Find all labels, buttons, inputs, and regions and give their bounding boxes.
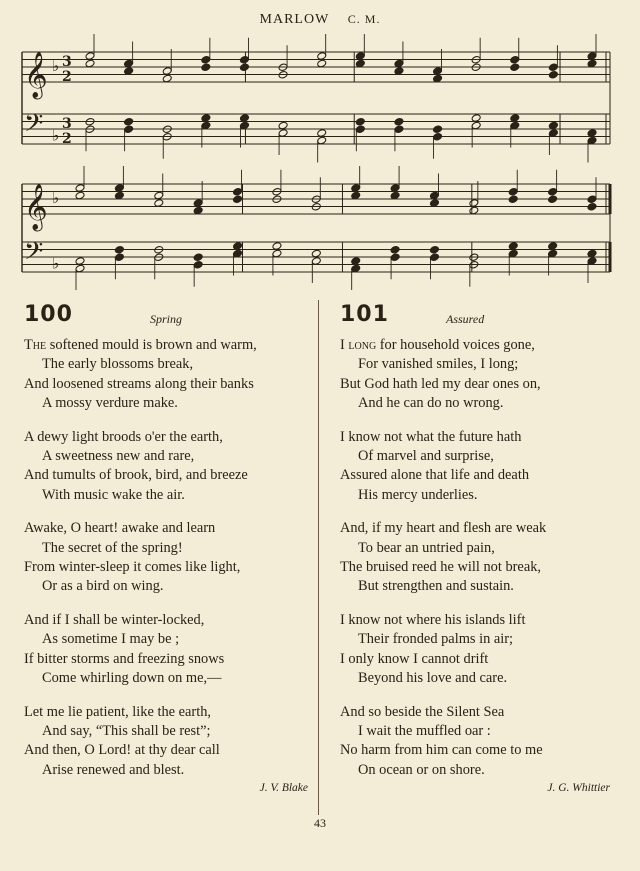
verse-line	[340, 336, 616, 355]
time-signature-bottom: 2	[62, 131, 72, 147]
note-head	[193, 199, 203, 208]
note-head	[317, 129, 327, 138]
note-head	[355, 125, 365, 134]
note-head	[162, 74, 172, 83]
verse-line: And say, “This shall be rest”;	[42, 722, 211, 739]
note-head	[317, 59, 327, 68]
note-head	[355, 59, 365, 68]
verse-line: His mercy underlies.	[358, 486, 478, 503]
note-head	[390, 245, 400, 254]
note-head	[390, 191, 400, 200]
stanza	[340, 336, 616, 414]
note-head	[508, 195, 518, 204]
verse-line: Awake, O heart! awake and learn	[24, 520, 216, 537]
verse-line: Let me lie patient, like the earth,	[24, 703, 212, 720]
verse-line: A dewy light broods o'er the earth,	[24, 428, 223, 445]
note-head	[587, 52, 597, 61]
verse-line: The bruised reed he will not break,	[340, 559, 541, 576]
note-head	[548, 129, 558, 138]
note-head	[548, 195, 558, 204]
note-head	[433, 67, 443, 76]
note-head	[193, 206, 203, 215]
verse-line: For vanished smiles, I long;	[358, 356, 519, 373]
note-head	[429, 191, 439, 200]
note-head	[233, 242, 243, 251]
note-head	[433, 132, 443, 141]
note-head	[239, 114, 249, 123]
verse-line: The early blossoms break,	[42, 356, 194, 373]
note-head	[317, 52, 327, 61]
hymn-title: Assured	[446, 312, 485, 326]
note-head	[351, 264, 361, 273]
verse-line: And then, O Lord! at thy dear call	[24, 742, 220, 759]
note-head	[193, 260, 203, 269]
stanza	[340, 519, 616, 597]
bass-clef-icon: 𝄢	[24, 237, 44, 272]
note-head	[587, 136, 597, 145]
verse-line: And if I shall be winter-locked,	[24, 611, 205, 628]
note-head	[351, 257, 361, 266]
note-head	[510, 114, 520, 123]
note-head	[471, 114, 481, 123]
note-head	[201, 63, 211, 72]
verse-line: And he can do no wrong.	[358, 395, 504, 412]
note-head	[124, 67, 134, 76]
note-head	[201, 114, 211, 123]
page-number: 43	[314, 816, 326, 830]
note-head	[162, 67, 172, 76]
verse-line: The secret of the spring!	[42, 539, 183, 556]
flat-icon: ♭	[52, 57, 60, 75]
time-signature-top: 3	[62, 116, 72, 132]
stanza	[24, 336, 314, 414]
first-word: I long	[340, 337, 377, 353]
note-head	[114, 253, 124, 262]
note-head	[233, 195, 243, 204]
verse-line: But strengthen and sustain.	[358, 578, 514, 595]
hymn-title: Spring	[150, 312, 183, 326]
tune-name: MARLOW	[259, 12, 330, 27]
music-score	[0, 0, 640, 290]
note-head	[548, 187, 558, 196]
verse-line: And so beside the Silent Sea	[340, 703, 505, 720]
note-head	[508, 187, 518, 196]
hymn-text	[24, 336, 314, 780]
verse-line: A sweetness new and rare,	[42, 448, 195, 465]
note-head	[355, 52, 365, 61]
column-divider	[318, 300, 319, 815]
stanza	[340, 611, 616, 689]
note-head	[390, 184, 400, 193]
note-head	[548, 121, 558, 130]
verse-line: But God hath led my dear ones on,	[340, 375, 541, 392]
note-head	[317, 136, 327, 145]
note-head	[469, 206, 479, 215]
note-head	[510, 63, 520, 72]
note-head	[114, 184, 124, 193]
treble-clef-icon: 𝄞	[24, 184, 48, 230]
stanza	[24, 428, 314, 506]
stanza	[24, 519, 314, 597]
note-head	[469, 199, 479, 208]
note-head	[201, 55, 211, 64]
note-head	[548, 70, 558, 79]
verse-line: Of marvel and surprise,	[358, 448, 494, 465]
note-head	[548, 63, 558, 72]
note-head	[154, 191, 164, 200]
note-head	[233, 249, 243, 258]
note-head	[233, 187, 243, 196]
note-head	[124, 117, 134, 126]
note-head	[201, 121, 211, 130]
time-signature-bottom: 2	[62, 69, 72, 85]
hymn-author: J. G. Whittier	[547, 782, 610, 795]
first-word: The	[24, 337, 47, 353]
note-head	[394, 59, 404, 68]
note-head	[75, 257, 85, 266]
verse-line: Assured alone that life and death	[340, 467, 530, 484]
note-head	[429, 199, 439, 208]
note-head	[311, 257, 321, 266]
verse-line: A mossy verdure make.	[42, 395, 178, 412]
verse-line: I only know I cannot drift	[340, 650, 489, 667]
note-head	[510, 121, 520, 130]
note-head	[272, 242, 282, 251]
stanza	[340, 428, 616, 506]
note-head	[394, 117, 404, 126]
note-head	[394, 125, 404, 134]
verse-line: I wait the muffled oar :	[358, 722, 491, 739]
verse-line: I know not where his islands lift	[340, 611, 526, 628]
flat-icon: ♭	[52, 254, 60, 273]
flat-icon: ♭	[52, 189, 60, 207]
note-head	[390, 253, 400, 262]
verse-line: Their fronded palms in air;	[358, 631, 514, 648]
verse-line: If bitter storms and freezing snows	[24, 650, 225, 667]
verse-line: With music wake the air.	[42, 486, 185, 503]
note-head	[154, 199, 164, 208]
note-head	[471, 121, 481, 130]
verse-line: To bear an untried pain,	[358, 539, 495, 556]
note-head	[508, 242, 518, 251]
verse-line: As sometime I may be ;	[42, 631, 180, 648]
note-head	[508, 249, 518, 258]
note-head	[239, 55, 249, 64]
verse-line: From winter-sleep it comes like light,	[24, 559, 241, 576]
verse-line: Come whirling down on me,—	[42, 670, 222, 687]
note-head	[75, 264, 85, 273]
note-head	[75, 191, 85, 200]
line-rest: for household voices gone,	[376, 337, 535, 353]
note-head	[193, 253, 203, 262]
note-head	[239, 63, 249, 72]
verse-line: Or as a bird on wing.	[42, 578, 164, 595]
note-head	[311, 249, 321, 258]
line-rest: softened mould is brown and warm,	[46, 337, 257, 353]
stanza	[24, 611, 314, 689]
bass-clef-icon: 𝄢	[24, 109, 44, 144]
note-head	[272, 249, 282, 258]
note-head	[85, 52, 95, 61]
hymn-author: J. V. Blake	[259, 782, 308, 795]
hymn-text	[340, 336, 616, 780]
note-head	[85, 59, 95, 68]
note-head	[510, 55, 520, 64]
stanza	[340, 703, 616, 781]
note-head	[429, 253, 439, 262]
flat-icon: ♭	[52, 126, 60, 145]
note-head	[433, 74, 443, 83]
note-head	[587, 202, 597, 211]
note-head	[124, 125, 134, 134]
note-head	[587, 59, 597, 68]
note-head	[587, 249, 597, 258]
note-head	[355, 117, 365, 126]
hymn-number: 100	[24, 302, 73, 327]
note-head	[278, 129, 288, 138]
note-head	[124, 59, 134, 68]
note-head	[587, 195, 597, 204]
verse-line	[24, 336, 314, 355]
verse-line: And tumults of brook, bird, and breeze	[24, 467, 248, 484]
verse-line: I know not what the future hath	[340, 428, 522, 445]
note-head	[75, 184, 85, 193]
note-head	[114, 245, 124, 254]
hymn-100	[24, 302, 314, 794]
note-head	[587, 257, 597, 266]
verse-line: And, if my heart and flesh are weak	[340, 520, 547, 537]
stanza	[24, 703, 314, 781]
hymn-101	[340, 302, 616, 794]
note-head	[278, 121, 288, 130]
note-head	[394, 67, 404, 76]
note-head	[429, 245, 439, 254]
verse-line: Arise renewed and blest.	[42, 761, 185, 778]
note-head	[433, 125, 443, 134]
verse-line: Beyond his love and care.	[358, 670, 508, 687]
note-head	[351, 184, 361, 193]
hymn-number: 101	[340, 302, 389, 327]
tune-meter: C. M.	[347, 12, 381, 26]
note-head	[114, 191, 124, 200]
treble-clef-icon: 𝄞	[24, 52, 48, 98]
verse-line: And loosened streams along their banks	[24, 375, 254, 392]
note-head	[548, 242, 558, 251]
verse-line: On ocean or on shore.	[358, 761, 485, 778]
verse-line: No harm from him can come to me	[340, 742, 543, 759]
note-head	[351, 191, 361, 200]
note-head	[239, 121, 249, 130]
note-head	[587, 129, 597, 138]
note-head	[548, 249, 558, 258]
time-signature-top: 3	[62, 54, 72, 70]
